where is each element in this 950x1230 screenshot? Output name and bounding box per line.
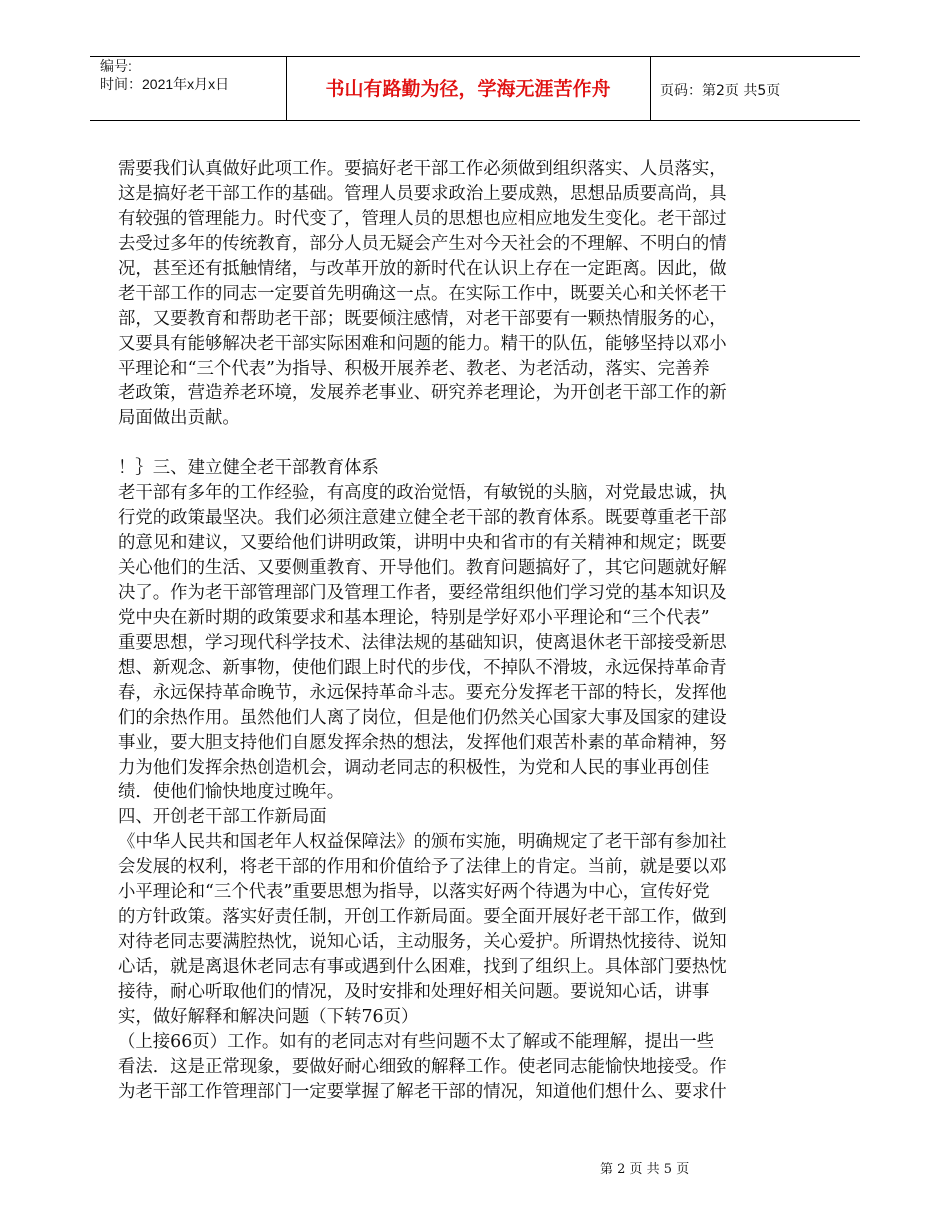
body-line: 老干部工作的同志一定要首先明确这一点。在实际工作中，既要关心和关怀老干 xyxy=(118,283,727,304)
body-line: 春，永远保持革命晚节，永远保持革命斗志。要充分发挥老干部的特长，发挥他 xyxy=(118,682,727,703)
body-line: 这是搞好老干部工作的基础。管理人员要求政治上要成熟，思想品质要高尚，具 xyxy=(118,183,727,204)
body-line: 的方针政策。落实好责任制，开创工作新局面。要全面开展好老干部工作，做到 xyxy=(118,907,727,928)
body-line: 的意见和建议，又要给他们讲明政策，讲明中央和省市的有关精神和规定；既要 xyxy=(118,533,727,554)
body-line: 《中华人民共和国老年人权益保障法》的颁布实施，明确规定了老干部有参加社 xyxy=(118,832,727,853)
body-line: 平理论和“三个代表”为指导、积极开展养老、教老、为老活动，落实、完善养 xyxy=(118,358,710,379)
section-heading-4: 四、开创老干部工作新局面 xyxy=(118,807,327,828)
body-line: 又要具有能够解决老干部实际困难和问题的能力。精干的队伍，能够坚持以邓小 xyxy=(118,333,727,354)
body-line: 有较强的管理能力。时代变了，管理人员的思想也应相应地发生变化。老干部过 xyxy=(118,208,727,229)
body-line: 局面做出贡献。 xyxy=(118,408,240,429)
body-line: 党中央在新时期的政策要求和基本理论，特别是学好邓小平理论和“三个代表” xyxy=(118,607,710,628)
body-line: 绩．使他们愉快地度过晚年。 xyxy=(118,782,345,803)
body-line: 老干部有多年的工作经验，有高度的政治觉悟，有敏锐的头脑，对党最忠诚，执 xyxy=(118,483,727,504)
body-line: 为老干部工作管理部门一定要掌握了解老干部的情况，知道他们想什么、要求什 xyxy=(118,1081,727,1102)
header-divider-right xyxy=(650,56,651,120)
document-number-label: 编号: xyxy=(100,58,132,74)
header-meta xyxy=(100,58,229,92)
body-line: 重要思想，学习现代科学技术、法律法规的基础知识，使离退休老干部接受新思 xyxy=(118,632,727,653)
body-line: 行党的政策最坚决。我们必须注意建立健全老干部的教育体系。既要尊重老干部 xyxy=(118,508,727,529)
header-top-rule xyxy=(90,56,860,57)
blank-line xyxy=(118,431,838,456)
header-page-info: 页码：第2页 共5页 xyxy=(660,83,781,99)
document-time-label: 时间：2021年x月x日 xyxy=(100,76,230,92)
body-line: 心话，就是离退休老同志有事或遇到什么困难，找到了组织上。具体部门要热忱 xyxy=(118,957,727,977)
body-line: 力为他们发挥余热创造机会，调动老同志的积极性，为党和人民的事业再创佳 xyxy=(118,757,710,778)
body-line: 需要我们认真做好此项工作。要搞好老干部工作必须做到组织落实、人员落实， xyxy=(118,159,727,179)
body-line: 接待，耐心听取他们的情况，及时安排和处理好相关问题。要说知心话，讲事 xyxy=(118,981,710,1002)
body-line: 决了。作为老干部管理部门及管理工作者，要经常组织他们学习党的基本知识及 xyxy=(118,582,727,603)
header-motto: 书山有路勤为径，学海无涯苦作舟 xyxy=(325,78,611,100)
body-line: 况，甚至还有抵触情绪，与改革开放的新时代在认识上存在一定距离。因此，做 xyxy=(118,258,727,279)
body-line: （上接66页）工作。如有的老同志对有些问题不太了解或不能理解，提出一些 xyxy=(118,1031,715,1052)
section-heading-3: ！｝三、建立健全老干部教育体系 xyxy=(118,458,379,479)
body-line: 事业，要大胆支持他们自愿发挥余热的想法，发挥他们艰苦朴素的革命精神，努 xyxy=(118,732,727,753)
body-line: 去受过多年的传统教育，部分人员无疑会产生对今天社会的不理解、不明白的情 xyxy=(118,233,727,254)
body-line: 小平理论和“三个代表”重要思想为指导，以落实好两个待遇为中心，宣传好党 xyxy=(118,882,710,903)
body-line: 想、新观念、新事物，使他们跟上时代的步伐，不掉队不滑坡，永远保持革命青 xyxy=(118,657,727,678)
body-line: 们的余热作用。虽然他们人离了岗位，但是他们仍然关心国家大事及国家的建设 xyxy=(118,707,727,728)
body-line: 会发展的权利，将老干部的作用和价值给予了法律上的肯定。当前，就是要以邓 xyxy=(118,857,727,878)
header-bottom-rule xyxy=(90,120,860,121)
body-line: 老政策，营造养老环境，发展养老事业、研究养老理论，为开创老干部工作的新 xyxy=(118,383,727,404)
body-line: 实，做好解释和解决问题（下转76页） xyxy=(118,1006,419,1027)
document-body xyxy=(118,157,838,1105)
footer-page-number: 第 2 页 共 5 页 xyxy=(600,1162,690,1177)
body-line: 关心他们的生活、又要侧重教育、开导他们。教育问题搞好了，其它问题就好解 xyxy=(118,558,727,578)
body-line: 部，又要教育和帮助老干部；既要倾注感情，对老干部要有一颗热情服务的心， xyxy=(118,308,727,329)
body-line: 看法．这是正常现象，要做好耐心细致的解释工作。使老同志能愉快地接受。作 xyxy=(118,1056,727,1077)
body-line: 对待老同志要满腔热忱，说知心话，主动服务，关心爱护。所谓热忱接待、说知 xyxy=(118,932,727,953)
